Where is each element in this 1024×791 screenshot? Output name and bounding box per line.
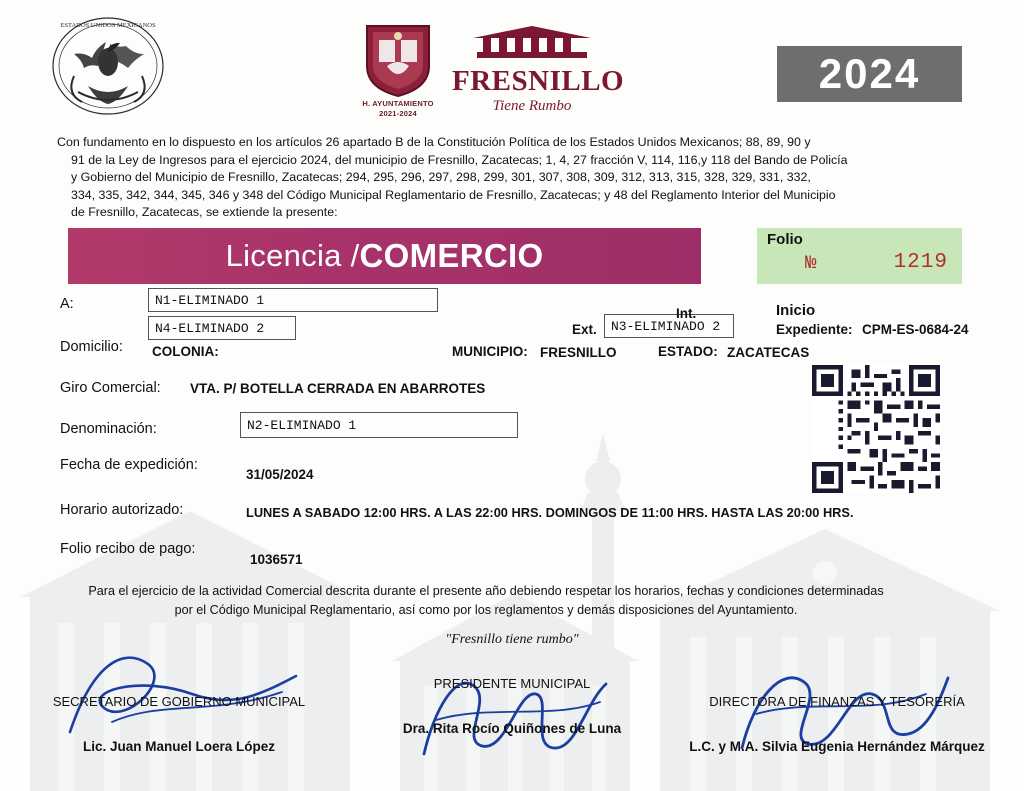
signature-role-tesoreria: DIRECTORA DE FINANZAS Y TESORERÍA: [709, 694, 965, 709]
fresnillo-brand: [452, 26, 625, 115]
label-int: Int.: [676, 306, 697, 321]
field-denominacion-value: N2-ELIMINADO 1: [240, 412, 518, 438]
label-municipio: MUNICIPIO:: [452, 344, 528, 359]
label-horario-autorizado: Horario autorizado:: [60, 502, 184, 518]
label-inicio: Inicio: [776, 302, 816, 319]
field-ext-value: N3-ELIMINADO 2: [604, 314, 734, 338]
value-estado: ZACATECAS: [727, 345, 810, 360]
folio-number-symbol: №: [805, 252, 817, 274]
legal-line-4: 334, 335, 342, 344, 345, 346 y 348 del Código Municipal Reglamentario de Fresnillo, Zacatecas; y 48 del Reglamento Interior del Municipio: [71, 187, 836, 202]
signature-presidente: [382, 676, 642, 736]
qr-code: [812, 365, 940, 493]
signature-secretario: [38, 694, 320, 754]
bottom-note-line-2: por el Código Municipal Reglamentario, así como por los reglamentos y demás disposiciones del Ayuntamiento.: [174, 602, 798, 617]
license-title-band: [68, 228, 701, 284]
shield-caption-line2: 2021-2024: [379, 109, 417, 119]
document-header: [0, 0, 1024, 125]
fresnillo-building-logo-icon: [457, 26, 607, 60]
bottom-note: [48, 582, 924, 620]
label-fecha-expedicion: Fecha de expedición:: [60, 457, 198, 473]
label-ext: Ext.: [572, 322, 597, 337]
signature-name-tesoreria: L.C. y M.A. Silvia Eugenia Hernández Márquez: [689, 739, 985, 754]
label-folio-recibo: Folio recibo de pago:: [60, 541, 196, 557]
value-giro-comercial: VTA. P/ BOTELLA CERRADA EN ABARROTES: [190, 381, 486, 396]
signature-name-presidente: Dra. Rita Rocío Quiñones de Luna: [402, 721, 622, 736]
label-estado: ESTADO:: [658, 344, 718, 359]
legal-line-2: 91 de la Ley de Ingresos para el ejercicio 2024, del municipio de Fresnillo, Zacatecas; 1, 4, 27 fracción V, 114, 116,y 118 del Bando de Policía: [71, 152, 848, 167]
brand-name: FRESNILLO: [452, 65, 625, 97]
svg-text:ESTADOS UNIDOS MEXICANOS: ESTADOS UNIDOS MEXICANOS: [60, 22, 156, 29]
field-domicilio-value: N4-ELIMINADO 2: [148, 316, 296, 340]
mexican-coat-of-arms-icon: [48, 14, 168, 118]
field-a-value: N1-ELIMINADO 1: [148, 288, 438, 312]
value-fecha-expedicion: 31/05/2024: [246, 467, 314, 482]
value-expediente: CPM-ES-0684-24: [862, 322, 969, 337]
label-denominacion: Denominación:: [60, 421, 157, 437]
motto: "Fresnillo tiene rumbo": [445, 632, 579, 647]
value-folio-recibo: 1036571: [250, 552, 303, 567]
license-title-light: Licencia /: [225, 238, 360, 273]
signature-tesoreria: [684, 694, 990, 754]
brand-tagline: Tiene Rumbo: [492, 98, 572, 114]
label-colonia: COLONIA:: [152, 344, 219, 359]
signature-role-secretario: SECRETARIO DE GOBIERNO MUNICIPAL: [52, 694, 306, 709]
label-giro-comercial: Giro Comercial:: [60, 380, 161, 396]
label-domicilio: Domicilio:: [60, 339, 123, 355]
value-horario-autorizado: LUNES A SABADO 12:00 HRS. A LAS 22:00 HRS. DOMINGOS DE 11:00 HRS. HASTA LAS 20:00 HRS.: [246, 505, 854, 520]
fresnillo-municipal-shield-icon: [361, 22, 435, 98]
year-badge: 2024: [777, 46, 962, 102]
signature-role-presidente: PRESIDENTE MUNICIPAL: [433, 676, 591, 691]
license-title-bold: COMERCIO: [359, 237, 544, 274]
shield-caption-line1: H. AYUNTAMIENTO: [362, 99, 434, 108]
legal-line-1: Con fundamento en lo dispuesto en los artículos 26 apartado B de la Constitución Política de los Estados Unidos Mexicanos; 88, 89, 90 y: [57, 135, 811, 149]
municipal-shield: [352, 22, 444, 119]
label-expediente: Expediente:: [776, 322, 853, 337]
signature-name-secretario: Lic. Juan Manuel Loera López: [82, 739, 276, 754]
legal-line-5: de Fresnillo, Zacatecas, se extiende la presente:: [71, 205, 338, 220]
legal-basis-paragraph: [57, 134, 962, 222]
value-municipio: FRESNILLO: [540, 345, 617, 360]
legal-line-3: y Gobierno del Municipio de Fresnillo, Zacatecas; 294, 295, 296, 297, 298, 299, 301, 307, 308, 309, 312, 313, 315, 328, 329, 331, 332,: [71, 170, 811, 185]
label-a: A:: [60, 296, 74, 312]
folio-value: 1219: [893, 251, 948, 274]
folio-band: [757, 228, 962, 284]
bottom-note-line-1: Para el ejercicio de la actividad Comercial descrita durante el presente año debiendo respetar los horarios, fechas y condiciones determinadas: [88, 584, 884, 598]
folio-label: Folio: [767, 231, 803, 248]
